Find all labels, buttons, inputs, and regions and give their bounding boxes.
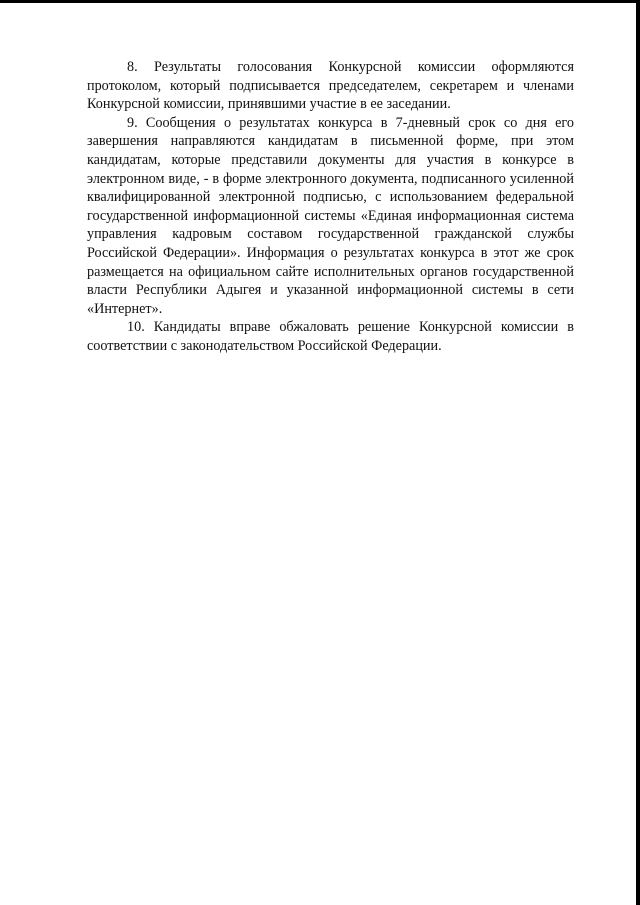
scan-edge-right	[636, 0, 640, 905]
paragraph-9: 9. Сообщения о результатах конкурса в 7-дневный срок со дня его завершения направляются кандидатам в письменной форме, при этом кандидатам, которые представили документы для участия в конкурсе в электронном виде, - в форме электронного документа, подписанного усиленной квалифицированной электронной подписью, с использованием федеральной государственной информационной системы «Единая информационная система управления кадровым составом государственной гражданской службы Российской Федерации». Информация о результатах конкурса в этот же срок размещается на официальном сайте исполнительных органов государственной власти Республики Адыгея и указанной информационной системы в сети «Интернет».	[87, 114, 574, 317]
paragraph-10: 10. Кандидаты вправе обжаловать решение Конкурсной комиссии в соответствии с законодательством Российской Федерации.	[87, 319, 574, 354]
scan-edge-top	[0, 0, 640, 3]
paragraph-8: 8. Результаты голосования Конкурсной комиссии оформляются протоколом, который подписывается председателем, секретарем и членами Конкурсной комиссии, принявшими участие в ее заседании.	[87, 59, 574, 113]
document-body	[87, 58, 574, 356]
